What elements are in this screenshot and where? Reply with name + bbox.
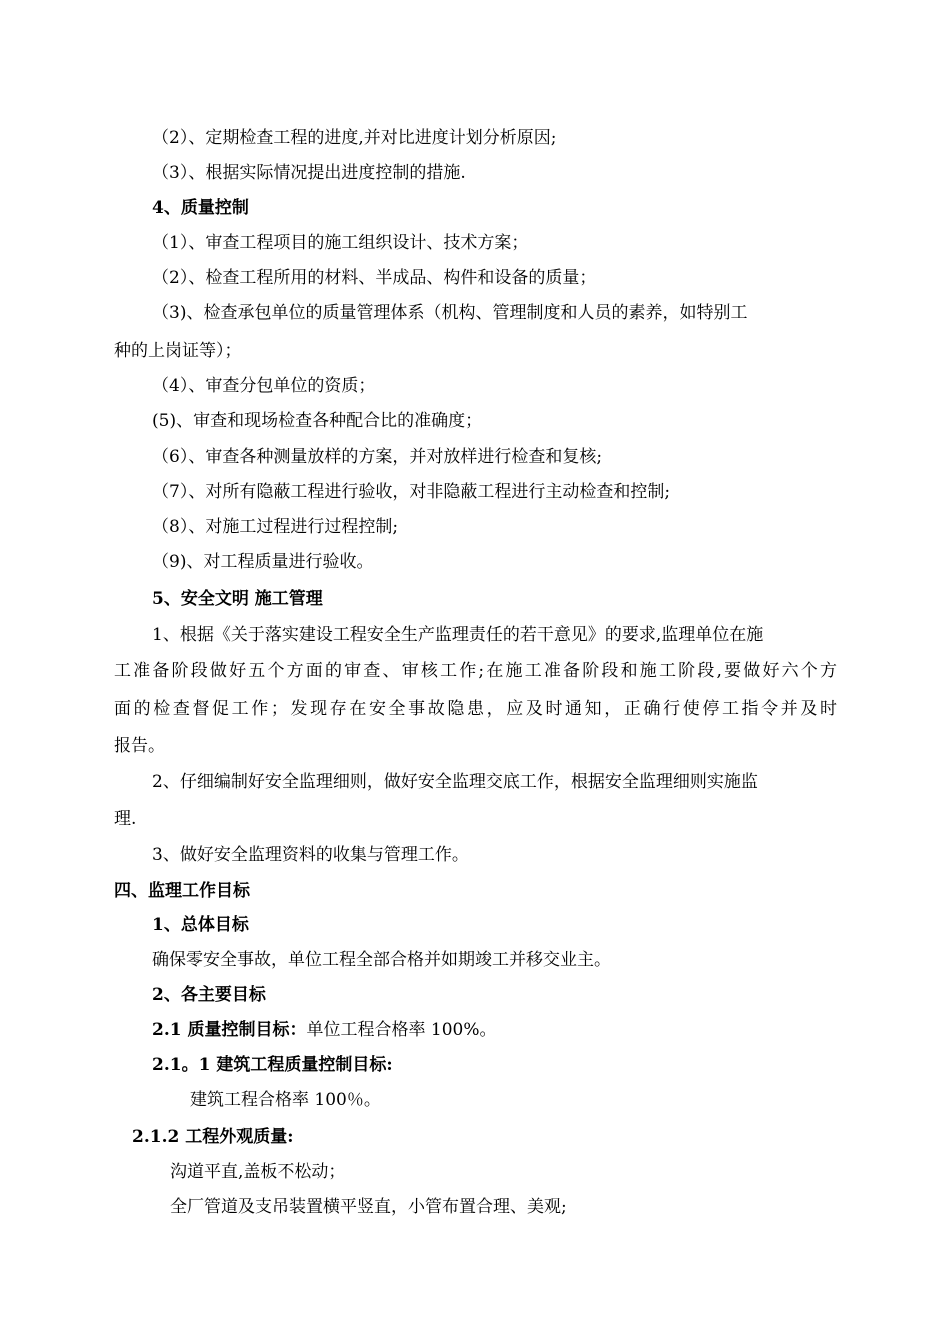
appearance-quality-heading: 2.1.2 工程外观质量: xyxy=(132,1127,294,1147)
safety-para-1-line2: 工准备阶段做好五个方面的审查、审核工作;在施工准备阶段和施工阶段,要做好六个方 xyxy=(114,661,837,681)
chapter-heading-goals: 四、监理工作目标 xyxy=(114,881,250,901)
quality-goal-label: 2.1 质量控制目标： xyxy=(152,1020,307,1040)
goal-heading-overall: 1、总体目标 xyxy=(152,915,249,935)
quality-item-3-line1: （3)、检查承包单位的质量管理体系（机构、管理制度和人员的素养，如特别工 xyxy=(152,303,748,323)
quality-item-6: （6）、审查各种测量放样的方案，并对放样进行检查和复核; xyxy=(152,447,603,467)
goal-heading-main: 2、各主要目标 xyxy=(152,985,266,1005)
goal-overall-text: 确保零安全事故，单位工程全部合格并如期竣工并移交业主。 xyxy=(152,950,611,970)
building-quality-goal-heading: 2.1。1 建筑工程质量控制目标: xyxy=(152,1055,393,1075)
quality-goal-value: 单位工程合格率 100%。 xyxy=(306,1020,497,1040)
section-heading-safety: 5、安全文明 施工管理 xyxy=(152,589,323,609)
section-heading-quality: 4、质量控制 xyxy=(152,198,249,218)
quality-goal-line xyxy=(152,1019,497,1041)
safety-para-2-line2: 理. xyxy=(114,809,137,829)
building-quality-goal-text: 建筑工程合格率 100％。 xyxy=(190,1090,381,1110)
progress-item-3: （3）、根据实际情况提出进度控制的措施. xyxy=(152,163,466,183)
quality-item-2: （2）、检查工程所用的材料、半成品、构件和设备的质量； xyxy=(152,268,597,288)
quality-item-1: （1）、审查工程项目的施工组织设计、技术方案； xyxy=(152,233,529,253)
quality-item-4: （4）、审查分包单位的资质； xyxy=(152,376,376,396)
safety-para-1-line1: 1、根据《关于落实建设工程安全生产监理责任的若干意见》的要求,监理单位在施 xyxy=(152,625,764,645)
quality-item-9: （9)、对工程质量进行验收。 xyxy=(152,552,374,572)
quality-item-8: （8）、对施工过程进行过程控制; xyxy=(152,517,399,537)
safety-para-3: 3、做好安全监理资料的收集与管理工作。 xyxy=(152,845,469,865)
progress-item-2: （2）、定期检查工程的进度,并对比进度计划分析原因; xyxy=(152,128,557,148)
quality-item-5: (5)、审查和现场检查各种配合比的准确度； xyxy=(152,411,483,431)
appearance-item-2: 全厂管道及支吊装置横平竖直，小管布置合理、美观; xyxy=(170,1197,567,1217)
quality-item-3-line2: 种的上岗证等）； xyxy=(114,341,242,361)
safety-para-1-line3: 面的检查督促工作；发现存在安全事故隐患，应及时通知，正确行使停工指令并及时 xyxy=(114,699,837,719)
appearance-item-1: 沟道平直,盖板不松动； xyxy=(170,1162,346,1182)
safety-para-1-line4: 报告。 xyxy=(114,736,165,756)
quality-item-7: （7）、对所有隐蔽工程进行验收，对非隐蔽工程进行主动检查和控制; xyxy=(152,482,671,502)
safety-para-2-line1: 2、仔细编制好安全监理细则，做好安全监理交底工作，根据安全监理细则实施监 xyxy=(152,772,758,792)
